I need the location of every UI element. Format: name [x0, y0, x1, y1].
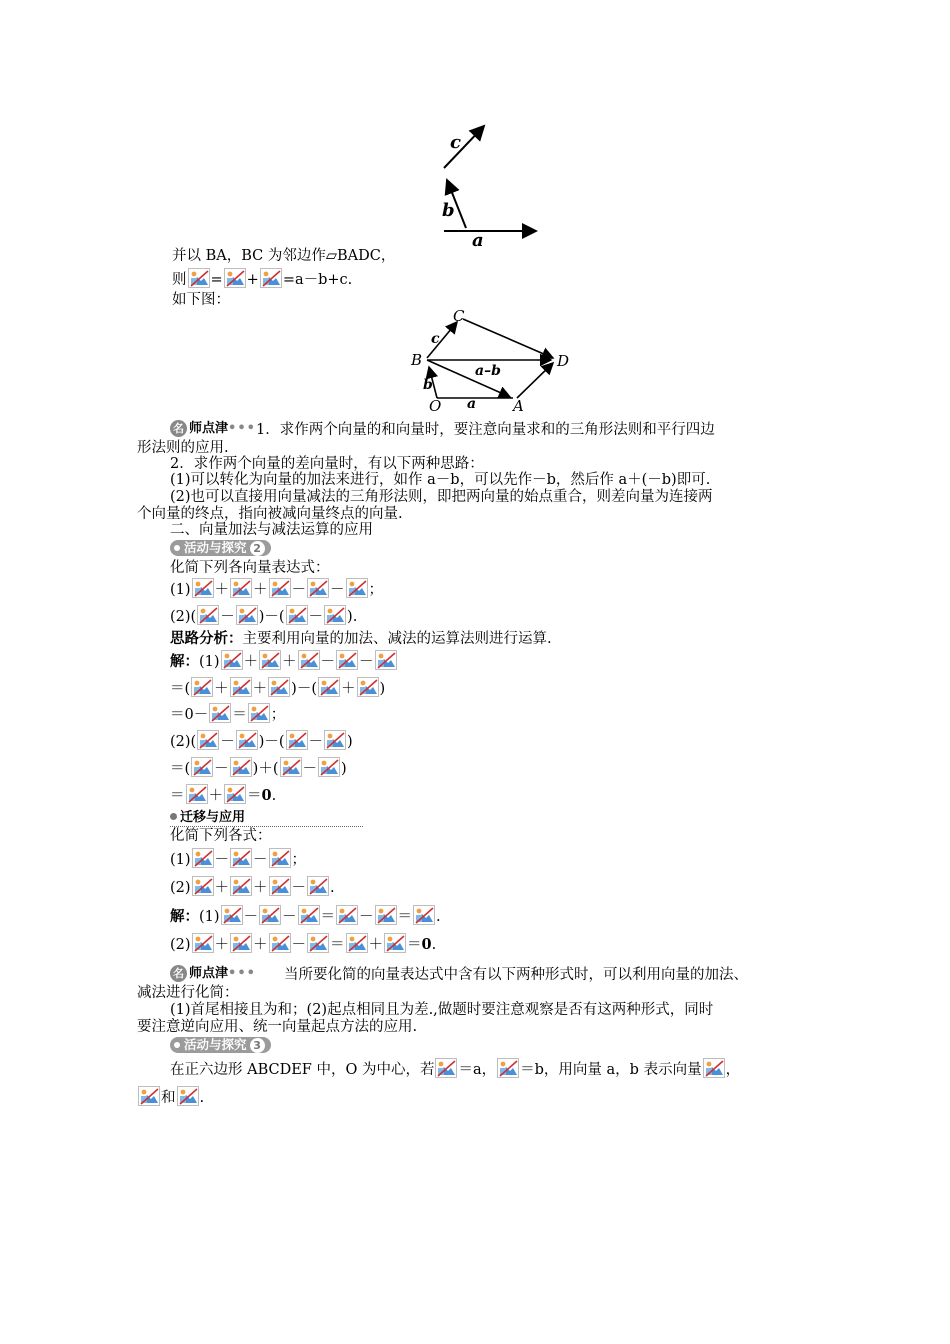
- broken-image-icon: [497, 1058, 519, 1078]
- tip1-p3: (1)可以转化为向量的加法来进行，如作 a－b，可以先作－b，然后作 a＋(－b)即可.: [170, 472, 711, 488]
- text-line-3: 如下图：: [172, 292, 230, 308]
- broken-image-icon: [177, 1086, 199, 1106]
- broken-image-icon: [192, 578, 214, 598]
- broken-image-icon: [236, 605, 258, 625]
- broken-image-icon: [384, 933, 406, 953]
- expr-row: (2)( － )－( － ).: [170, 605, 357, 626]
- svg-text:a–b: a–b: [475, 363, 501, 379]
- expr-row: (1) ＋ ＋ － － ；: [170, 578, 383, 599]
- broken-image-icon: [221, 650, 243, 670]
- broken-image-icon: [307, 578, 329, 598]
- svg-text:a: a: [467, 396, 477, 412]
- section-title-2: 二、向量加法与减法运算的应用: [170, 522, 373, 538]
- broken-image-icon: [286, 605, 308, 625]
- broken-image-icon: [307, 933, 329, 953]
- svg-text:D: D: [557, 352, 570, 370]
- broken-image-icon: [298, 905, 320, 925]
- broken-image-icon: [186, 784, 208, 804]
- broken-image-icon: [269, 933, 291, 953]
- broken-image-icon: [197, 730, 219, 750]
- broken-image-icon: [230, 677, 252, 697]
- label-a: a: [472, 230, 484, 248]
- tip1-p4b: 个向量的终点，指向被减向量终点的向量.: [137, 506, 403, 522]
- tip1-p2: 2．求作两个向量的差向量时，有以下两种思路：: [170, 456, 484, 472]
- tip2-p2b: 要注意逆向应用、统一向量起点方法的应用.: [137, 1019, 418, 1035]
- broken-image-icon: [259, 905, 281, 925]
- broken-image-icon: [703, 1058, 725, 1078]
- broken-image-icon: [307, 876, 329, 896]
- broken-image-icon: [318, 677, 340, 697]
- text-line-2: [172, 268, 352, 289]
- tip1-p4a: (2)也可以直接用向量减法的三角形法则，即把两向量的始点重合，则差向量为连接两: [170, 489, 713, 505]
- question-2: 化简下列各向量表达式：: [170, 560, 330, 576]
- text-result: =a－b+c.: [282, 272, 353, 288]
- broken-image-icon: [375, 905, 397, 925]
- broken-image-icon: [269, 848, 291, 868]
- broken-image-icon: [259, 650, 281, 670]
- expr-row: (2) ＋ ＋ － .: [170, 876, 335, 897]
- broken-image-icon: [197, 605, 219, 625]
- tip2-p1b: 减法进行化简：: [137, 985, 239, 1001]
- broken-image-icon: [230, 876, 252, 896]
- broken-image-icon: [324, 730, 346, 750]
- tip1-p1a: 1．求作两个向量的和向量时，要注意向量求和的三角形法则和平行四边: [256, 422, 715, 438]
- broken-image-icon: [413, 905, 435, 925]
- broken-image-icon: [269, 876, 291, 896]
- solution-line: 解：(1) － － ＝ － ＝ .: [170, 905, 441, 926]
- broken-image-icon: [224, 784, 246, 804]
- broken-image-icon: [230, 757, 252, 777]
- broken-image-icon: [280, 757, 302, 777]
- expr-row: ＝( － )＋( － ): [170, 757, 347, 778]
- broken-image-icon: [269, 578, 291, 598]
- broken-image-icon: [268, 677, 290, 697]
- broken-image-icon: [318, 757, 340, 777]
- text-line-1: 并以 BA，BC 为邻边作▱BADC，: [172, 248, 396, 264]
- broken-image-icon: [230, 578, 252, 598]
- tip-badge-1: 名 师点津•••: [170, 420, 256, 437]
- think-line: 思路分析：主要利用向量的加法、减法的运算法则进行运算.: [170, 630, 552, 647]
- broken-image-icon: [191, 677, 213, 697]
- activity-badge-3: 活动与探究 3: [170, 1037, 271, 1053]
- transfer-badge: 迁移与应用: [170, 809, 363, 827]
- svg-text:b: b: [423, 377, 433, 393]
- broken-image-icon: [260, 268, 282, 288]
- broken-image-icon: [324, 605, 346, 625]
- broken-image-icon: [230, 933, 252, 953]
- expr-row: ＝( ＋ ＋ )－( ＋ ): [170, 677, 385, 698]
- solution-line: 解：(1) ＋ ＋ － －: [170, 650, 398, 671]
- broken-image-icon: [357, 677, 379, 697]
- expr-row: (2) ＋ ＋ － ＝ ＋ ＝0.: [170, 933, 436, 954]
- badge-icon: 名: [170, 420, 187, 437]
- broken-image-icon: [192, 876, 214, 896]
- broken-image-icon: [221, 905, 243, 925]
- vector-figure-2: [405, 305, 585, 415]
- tip1-p1b: 形法则的应用.: [137, 440, 229, 456]
- broken-image-icon: [346, 933, 368, 953]
- broken-image-icon: [138, 1086, 160, 1106]
- tip2-p1a: 当所要化简的向量表达式中含有以下两种形式时，可以利用向量的加法、: [284, 967, 748, 983]
- text-plus: +: [246, 272, 259, 288]
- broken-image-icon: [336, 650, 358, 670]
- broken-image-icon: [298, 650, 320, 670]
- tip-badge-2: 名 师点津•••: [170, 965, 256, 982]
- broken-image-icon: [336, 905, 358, 925]
- vector-figure-1: [430, 118, 550, 248]
- expr-row: (2)( － )－( － ): [170, 730, 353, 751]
- svg-text:A: A: [513, 397, 524, 415]
- broken-image-icon: [191, 757, 213, 777]
- text-eq: =: [210, 272, 223, 288]
- broken-image-icon: [435, 1058, 457, 1078]
- broken-image-icon: [286, 730, 308, 750]
- broken-image-icon: [346, 578, 368, 598]
- question-4: 在正六边形 ABCDEF 中，O 为中心，若 ＝a， ＝b，用向量 a，b 表示向量 ，: [170, 1058, 740, 1079]
- label-b: b: [442, 200, 455, 221]
- broken-image-icon: [230, 848, 252, 868]
- svg-text:O: O: [429, 397, 442, 415]
- broken-image-icon: [188, 268, 210, 288]
- svg-text:c: c: [431, 331, 440, 347]
- expr-row: (1) － － ；: [170, 848, 306, 869]
- text-then: 则: [172, 272, 187, 288]
- svg-text:C: C: [453, 307, 465, 325]
- broken-image-icon: [236, 730, 258, 750]
- broken-image-icon: [224, 268, 246, 288]
- expr-row: ＝ ＋ ＝0.: [170, 784, 276, 805]
- question-3: 化简下列各式：: [170, 828, 272, 844]
- label-c: c: [450, 132, 461, 153]
- expr-row: ＝0－ ＝ ；: [170, 703, 285, 724]
- broken-image-icon: [209, 703, 231, 723]
- tip2-p2a: (1)首尾相接且为和；(2)起点相同且为差.,做题时要注意观察是否有这两种形式，同时: [170, 1002, 714, 1018]
- broken-image-icon: [192, 933, 214, 953]
- svg-text:B: B: [411, 351, 423, 369]
- broken-image-icon: [248, 703, 270, 723]
- broken-image-icon: [375, 650, 397, 670]
- question-4-cont: 和 .: [137, 1086, 204, 1107]
- badge-icon: 名: [170, 965, 187, 982]
- activity-badge-2: 活动与探究 2: [170, 540, 271, 556]
- broken-image-icon: [192, 848, 214, 868]
